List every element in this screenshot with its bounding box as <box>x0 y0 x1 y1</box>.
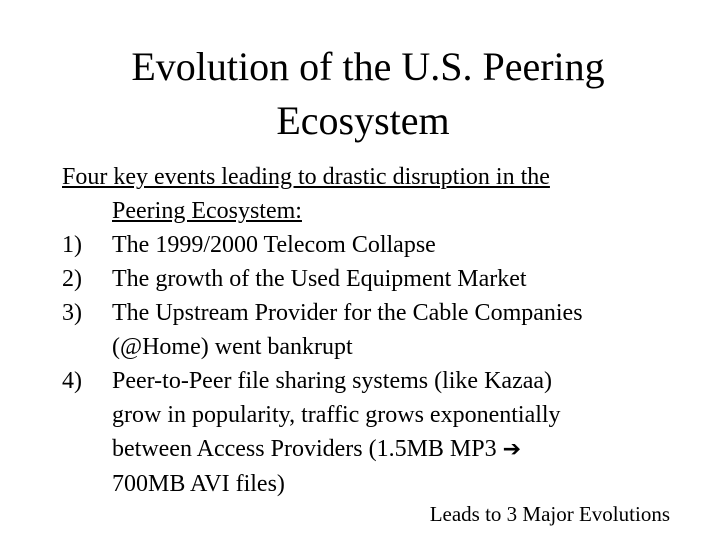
list-item-number: 2) <box>62 266 82 292</box>
list-item-text: The growth of the Used Equipment Market <box>112 266 527 292</box>
list-item-text: (@Home) went bankrupt <box>112 334 353 360</box>
list-item-text: between Access Providers (1.5MB MP3 <box>112 436 497 462</box>
list-item <box>62 296 702 364</box>
list-item-text-with-arrow <box>112 432 702 467</box>
list-item-number: 1) <box>62 232 82 258</box>
list-item-text: grow in popularity, traffic grows exponentially <box>112 402 561 428</box>
intro-text <box>62 160 702 228</box>
list-item <box>62 262 702 296</box>
intro-line-2: Peering Ecosystem: <box>112 198 302 224</box>
right-arrow-icon: ➔ <box>502 437 522 462</box>
list-item-text: 700MB AVI files) <box>112 471 285 497</box>
list-item <box>62 364 702 501</box>
list-item-number: 4) <box>62 368 82 394</box>
slide-title-line-1: Evolution of the U.S. Peering <box>131 44 605 89</box>
list-item-text: The Upstream Provider for the Cable Companies <box>112 300 583 326</box>
list-item-number: 3) <box>62 300 82 326</box>
list-item-text: Peer-to-Peer file sharing systems (like Kazaa) <box>112 368 553 394</box>
slide-title <box>0 40 720 148</box>
slide-body <box>62 160 702 501</box>
footer-note: Leads to 3 Major Evolutions <box>429 502 670 526</box>
slide-title-line-2: Ecosystem <box>276 98 450 143</box>
intro-line-1: Four key events leading to drastic disruption in the <box>62 164 550 190</box>
events-list <box>62 228 702 501</box>
list-item-text: The 1999/2000 Telecom Collapse <box>112 232 436 258</box>
list-item <box>62 228 702 262</box>
